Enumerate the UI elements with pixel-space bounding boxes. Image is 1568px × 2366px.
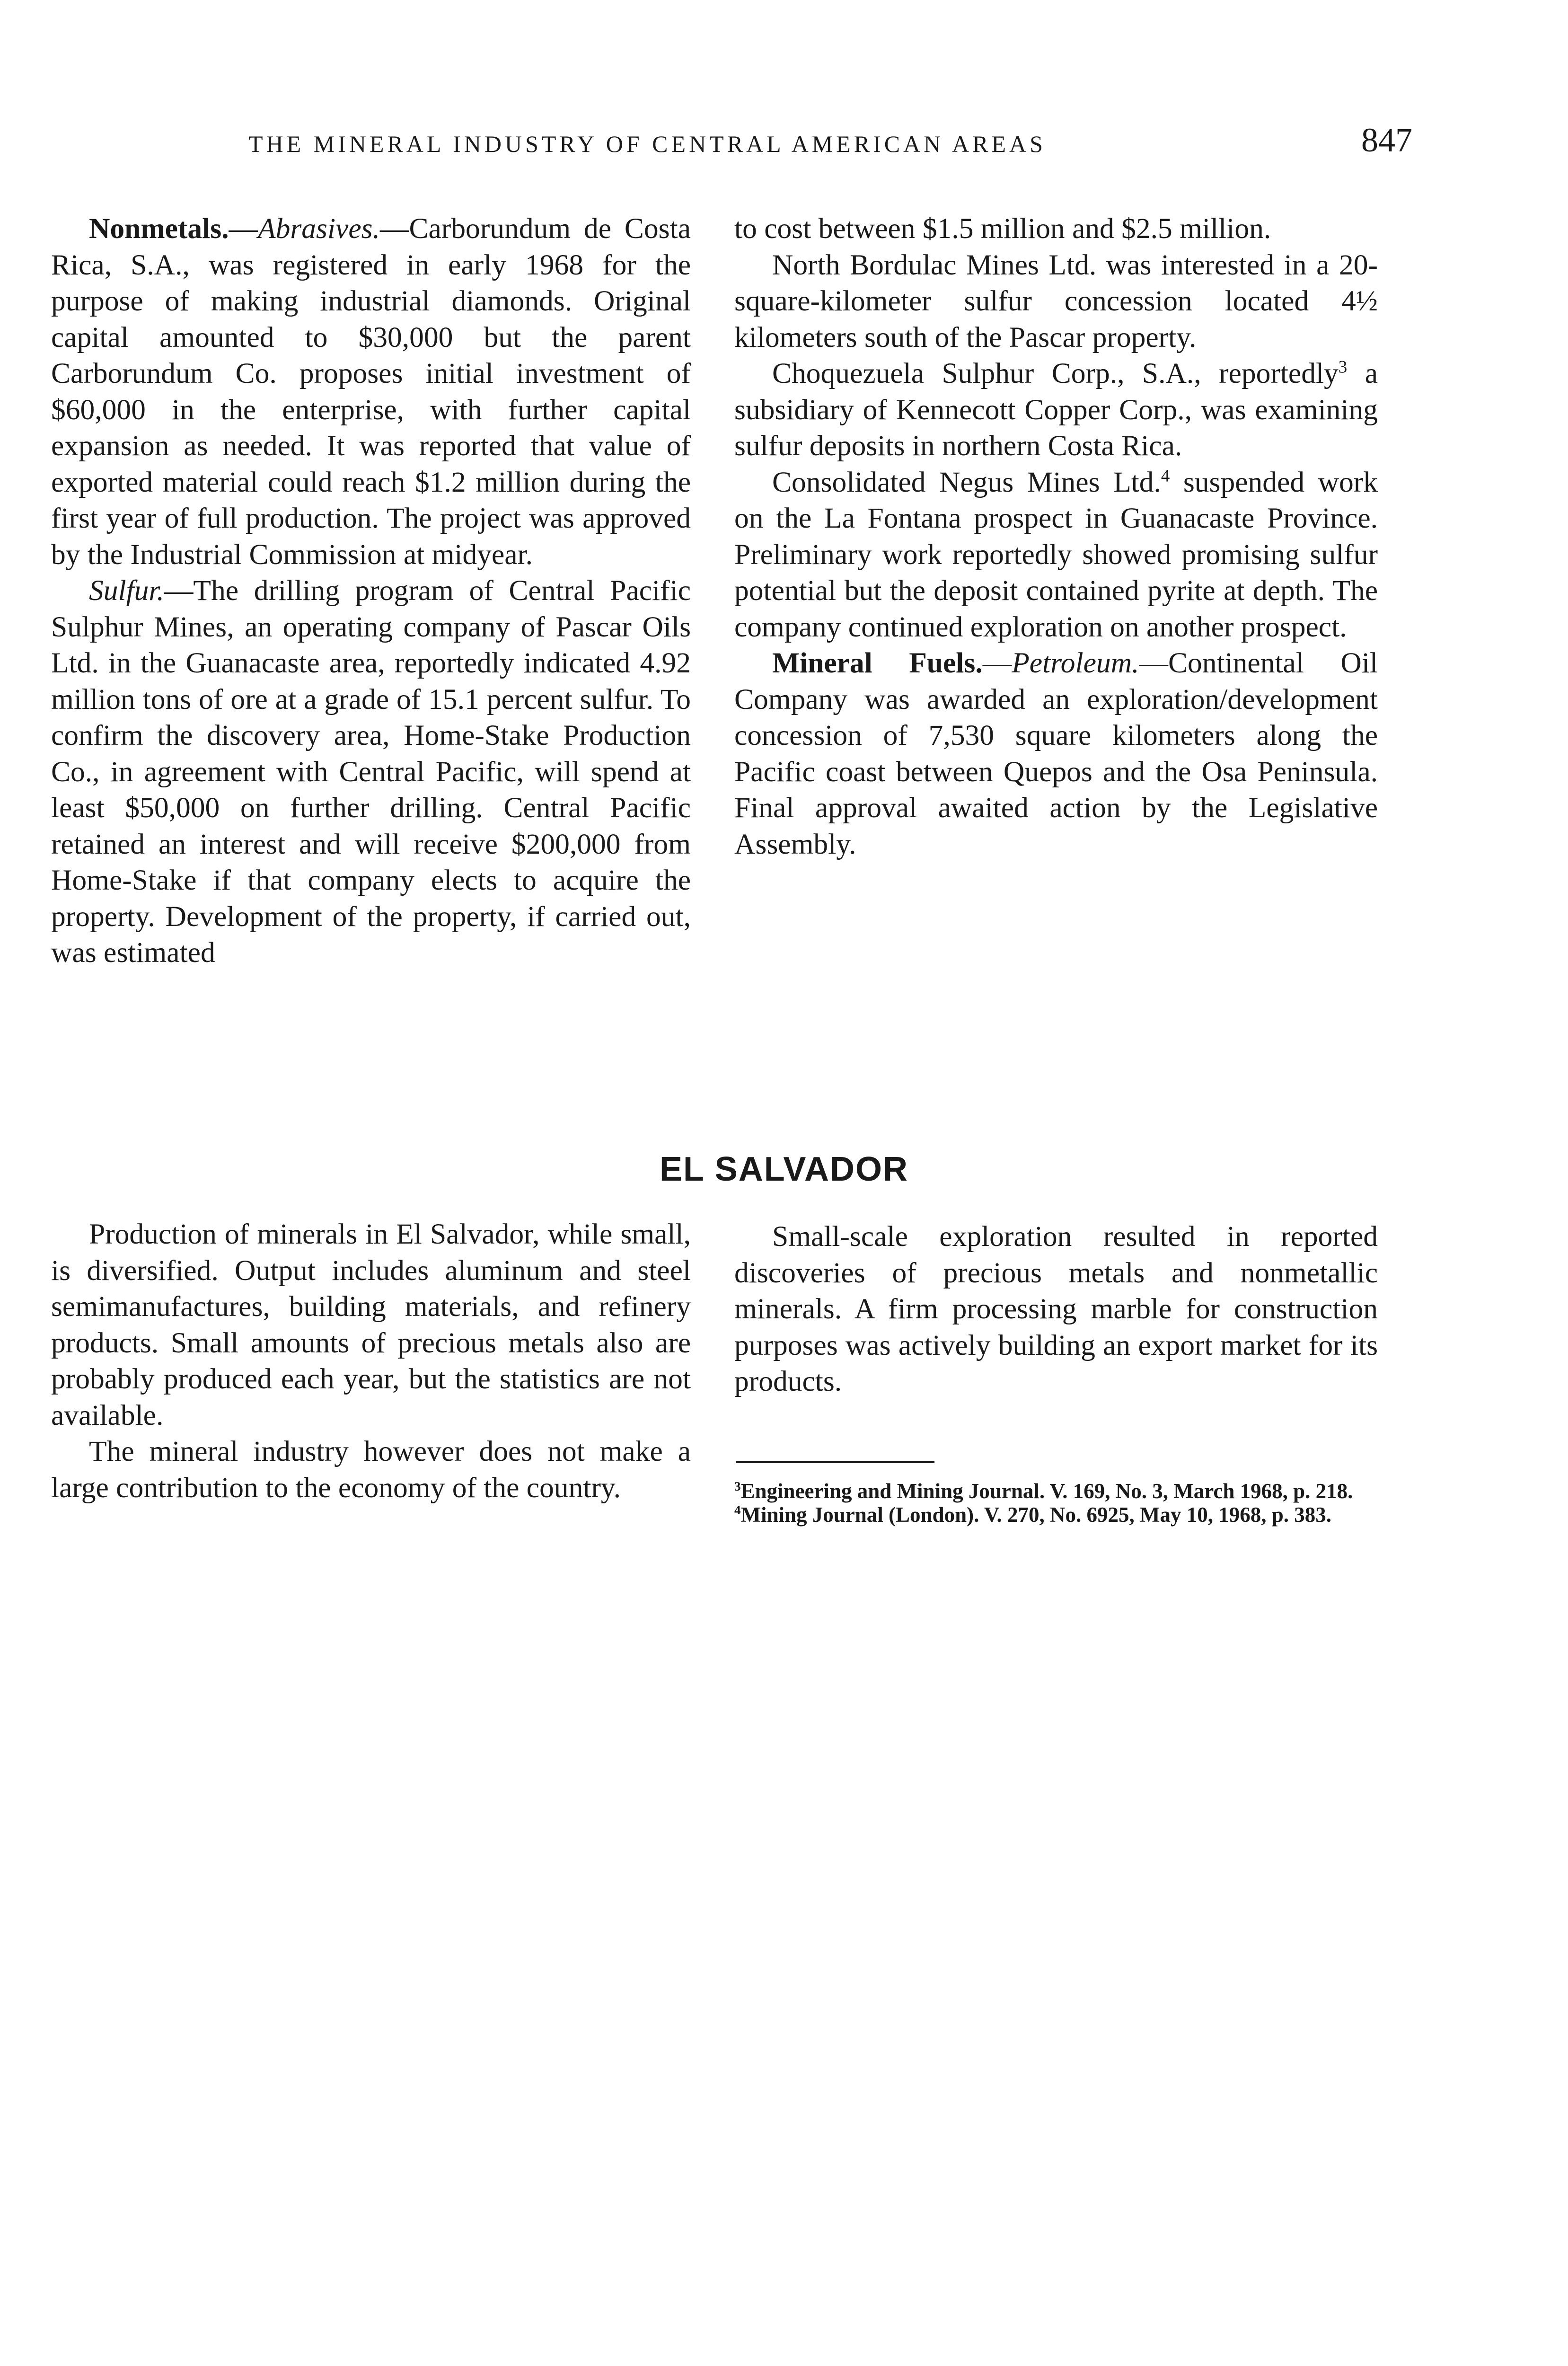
nonmetals-heading: Nonmetals. [89, 212, 229, 245]
dash: — [379, 212, 409, 245]
north-bordulac-paragraph: North Bordulac Mines Ltd. was interested in a 20-square-kilometer sulfur concession located 4½ kilometers south of the Pascar property. [734, 248, 1378, 353]
left-column-bottom [51, 1216, 691, 1506]
sulfur-text: The drilling program of Central Pacific Sulphur Mines, an operating company of Pascar Oils Ltd. in the Guanacaste area, reportedly indicated 4.92 million tons of ore at a grade of 15.1 percent sulfur. To confirm the discovery area, Home-Stake Production Co., in agreement with Central Pacific, will spend at least $50,000 on further drilling. Central Pacific retained an interest and will receive $200,000 from Home-Stake if that company elects to acquire the property. Development of the property, if carried out, was estimated [51, 574, 691, 969]
footnote-number: 4 [734, 1503, 741, 1517]
footnote-text: Engineering and Mining Journal. V. 169, No. 3, March 1968, p. 218. [740, 1479, 1353, 1503]
footnote-3 [734, 1479, 1378, 1503]
dash: — [1139, 647, 1168, 679]
footnote-divider [736, 1461, 934, 1463]
choquezuela-paragraph: Choquezuela Sulphur Corp., S.A., reportedly$^3$ a subsidiary of Kennecott Copper Corp., was examining sulfur deposits in northern Costa Rica. [734, 357, 1378, 462]
el-salvador-paragraph: The mineral industry however does not make a large contribution to the economy of the country. [51, 1435, 691, 1504]
running-header [248, 121, 1412, 163]
el-salvador-paragraph: Small-scale exploration resulted in reported discoveries of precious metals and nonmetallic minerals. A firm processing marble for construction purposes was actively building an export market for its products. [734, 1220, 1378, 1397]
abrasives-subheading: Abrasives. [258, 212, 380, 245]
running-title: THE MINERAL INDUSTRY OF CENTRAL AMERICAN AREAS [248, 131, 1046, 157]
section-title-el-salvador: EL SALVADOR [659, 1150, 909, 1188]
sulfur-paragraph [51, 573, 691, 971]
nonmetals-paragraph [51, 211, 691, 573]
dash: — [229, 212, 258, 245]
el-salvador-paragraph: Production of minerals in El Salvador, while small, is diversified. Output includes aluminum and steel semimanufactures, building materials, and refinery products. Small amounts of precious metals also are probably produced each year, but the statistics are not available. [51, 1218, 691, 1431]
footnote-4 [734, 1503, 1378, 1527]
footnote-ref-4: 4 [1161, 466, 1170, 485]
footnote-ref-3: 3 [1338, 357, 1348, 377]
abrasives-text: Carborundum de Costa Rica, S.A., was registered in early 1968 for the purpose of making industrial diamonds. Original capital amounted to $30,000 but the parent Carborundum Co. proposes initial investment of $60,000 in the enterprise, with further capital expansion as needed. It was reported that value of exported material could reach $1.2 million during the first year of full production. The project was approved by the Industrial Commission at midyear. [51, 212, 691, 571]
dash: — [164, 574, 194, 607]
sulfur-paragraph-continued: to cost between $1.5 million and $2.5 million. [734, 212, 1271, 245]
page-number: 847 [1361, 121, 1412, 159]
sulfur-subheading: Sulfur. [89, 574, 164, 607]
footnote-number: 3 [734, 1479, 741, 1493]
mineral-fuels-paragraph [734, 645, 1378, 862]
petroleum-text: Continental Oil Company was awarded an exploration/development concession of 7,530 square kilometers along the Pacific coast between Quepos and the Osa Peninsula. Final approval awaited action by the Legislative Assembly. [734, 647, 1378, 860]
dash: — [982, 647, 1012, 679]
mineral-fuels-heading: Mineral Fuels. [772, 647, 983, 679]
right-column-bottom [734, 1218, 1378, 1400]
consolidated-negus-paragraph: Consolidated Negus Mines Ltd.$^4$ suspended work on the La Fontana prospect in Guanacaste Province. Preliminary work reportedly showed promising sulfur potential but the deposit contained pyrite at depth. The company continued exploration on another prospect. [734, 466, 1378, 643]
left-column-top [51, 211, 691, 971]
petroleum-subheading: Petroleum. [1012, 647, 1139, 679]
footnote-text: Mining Journal (London). V. 270, No. 6925, May 10, 1968, p. 383. [740, 1503, 1332, 1527]
footnotes [734, 1479, 1378, 1527]
right-column-top [734, 211, 1378, 862]
